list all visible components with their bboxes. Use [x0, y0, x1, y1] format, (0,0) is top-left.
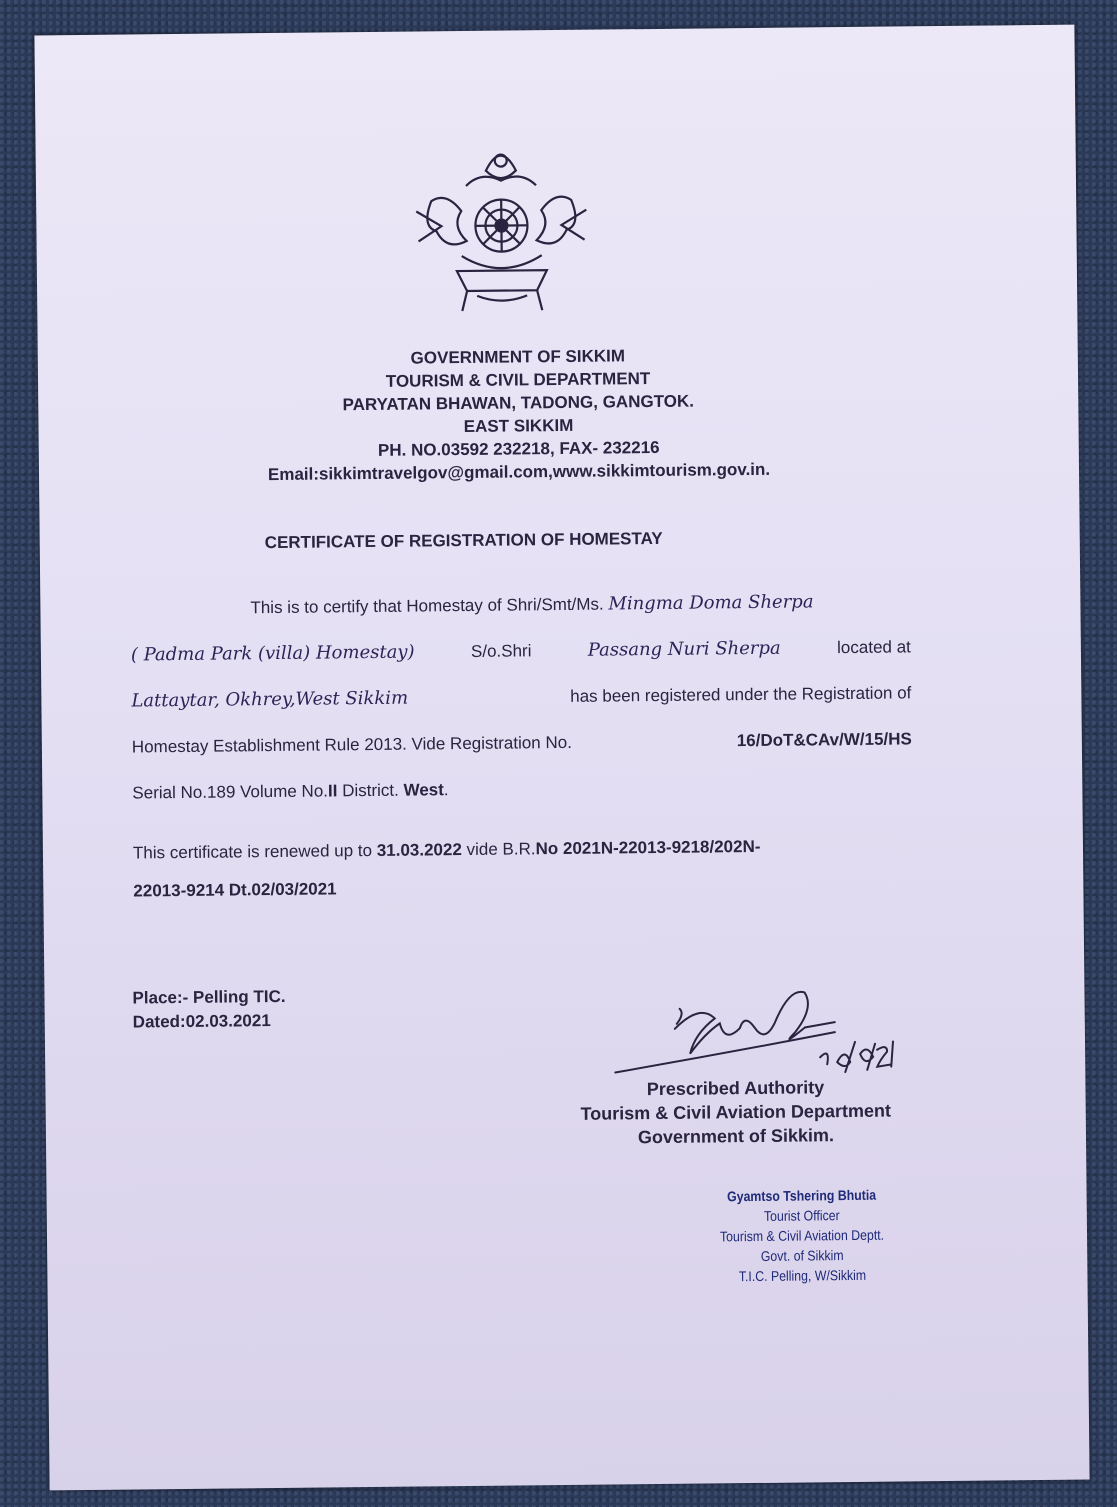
br-number-line2: 22013-9214 Dt.02/03/2021: [133, 879, 337, 901]
email-website-line: Email:sikkimtravelgov@gmail.com,www.sikkimtourism.gov.in.: [267, 459, 771, 485]
sikkim-emblem-icon: [405, 130, 597, 322]
dated: Dated:02.03.2021: [132, 1011, 271, 1032]
district-label: District.: [342, 780, 399, 801]
govt-name: GOVERNMENT OF SIKKIM: [410, 346, 626, 368]
so-label: S/o.Shri: [470, 641, 532, 661]
stamp-department: Tourism & Civil Aviation Deptt.: [719, 1226, 885, 1245]
certificate-body: This is to certify that Homestay of Shri/Smt/Ms. Mingma Doma Sherpa ( Padma Park (villa) Homestay) S/o.Shri Passang Nuri Sherpa located at Lattaytar, Okhrey,West Sikkim has been registered under the Registration of Homestay Establishment Rule 2013. Vide Registration No. 16/DoT&CAv/W/15/HS Serial No.189 Volume No.II District. West.: [130, 591, 912, 803]
signature-date: 2/03/21: [845, 1067, 849, 1069]
district-line: EAST SIKKIM: [463, 415, 574, 437]
stamp-officer-name: Gyamtso Tshering Bhutia: [727, 1186, 877, 1205]
registered-text: has been registered under the Registration of: [570, 683, 912, 706]
letterhead: [38, 340, 999, 488]
certificate-title: CERTIFICATE OF REGISTRATION OF HOMESTAY: [264, 528, 663, 553]
br-label: vide B.R.: [466, 839, 536, 860]
renewal-text: This certificate is renewed up to: [132, 840, 373, 863]
location: Lattaytar, Okhrey,West Sikkim: [131, 687, 409, 712]
certificate-paper: [34, 25, 1089, 1491]
br-number-line1: No 2021N-22013-9218/202N-: [535, 836, 761, 859]
rule-text: Homestay Establishment Rule 2013. Vide Registration No.: [131, 732, 572, 757]
owner-name: Mingma Doma Sherpa: [608, 591, 814, 615]
officer-stamp: [700, 1184, 903, 1286]
registration-number: 16/DoT&CAv/W/15/HS: [736, 729, 912, 751]
authority-block: [545, 1074, 926, 1150]
address-line: PARYATAN BHAWAN, TADONG, GANGTOK.: [342, 391, 695, 415]
serial-text: Serial No.189 Volume No.: [132, 781, 329, 803]
place: Place:- Pelling TIC.: [132, 986, 286, 1008]
authority-title: Prescribed Authority: [646, 1077, 825, 1100]
district-value: West: [403, 780, 444, 800]
father-name: Passang Nuri Sherpa: [587, 637, 781, 661]
stamp-office: T.I.C. Pelling, W/Sikkim: [738, 1266, 867, 1285]
homestay-name: ( Padma Park (villa) Homestay): [130, 641, 415, 666]
phone-fax-line: PH. NO.03592 232218, FAX- 232216: [377, 437, 660, 460]
department-name: TOURISM & CIVIL DEPARTMENT: [385, 369, 651, 391]
handwritten-signature: [604, 971, 905, 1084]
stamp-designation: Tourist Officer: [763, 1207, 840, 1224]
valid-until-date: 31.03.2022: [376, 840, 462, 860]
authority-department: Tourism & Civil Aviation Department: [580, 1100, 892, 1124]
located-label: located at: [836, 637, 911, 658]
intro-text: This is to certify that Homestay of Shri/Smt/Ms.: [250, 594, 604, 618]
place-date-block: [132, 985, 286, 1035]
volume-number: II: [327, 781, 338, 801]
authority-government: Government of Sikkim.: [637, 1125, 835, 1148]
stamp-government: Govt. of Sikkim: [760, 1247, 844, 1264]
renewal-section: [133, 826, 914, 910]
